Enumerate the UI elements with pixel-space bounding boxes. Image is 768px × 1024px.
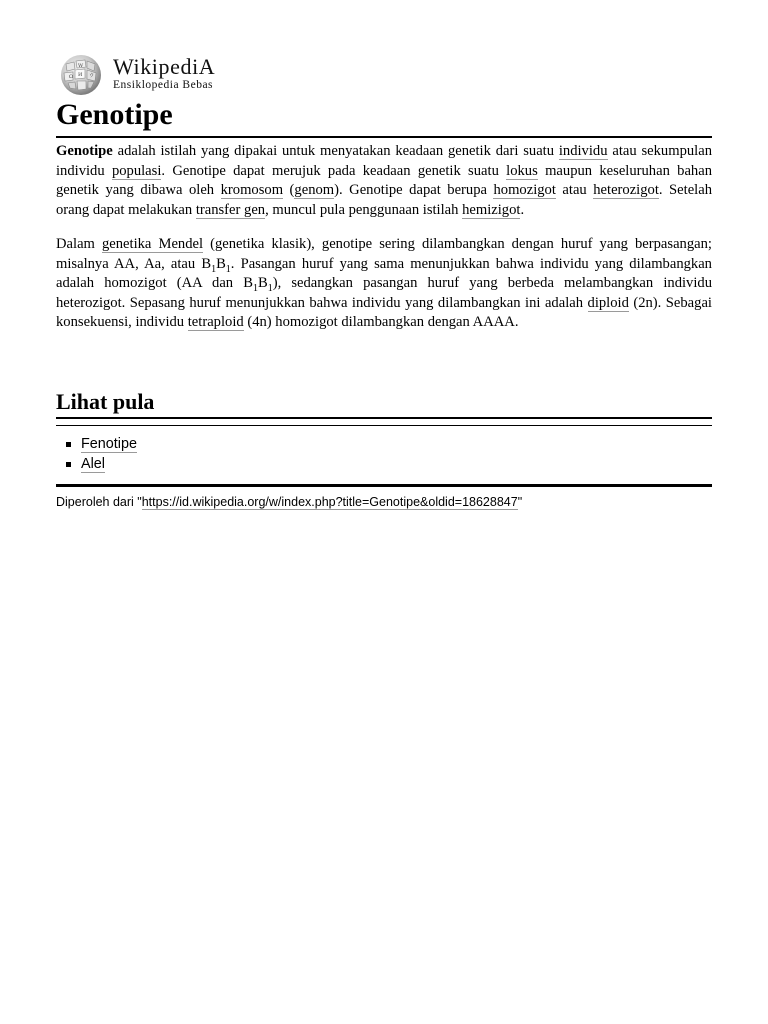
bullet-icon bbox=[66, 462, 71, 467]
svg-text:Ω: Ω bbox=[69, 74, 74, 80]
see-also-heading: Lihat pula bbox=[56, 388, 712, 419]
subscript: 1 bbox=[211, 263, 217, 275]
list-item bbox=[56, 454, 137, 474]
link-genetika-mendel[interactable]: genetika Mendel bbox=[101, 236, 204, 252]
section-divider bbox=[56, 425, 712, 426]
link-tetraploid[interactable]: tetraploid bbox=[187, 314, 244, 331]
retrieved-from-line bbox=[56, 494, 522, 510]
text-span: B bbox=[257, 275, 268, 292]
intro-paragraph bbox=[56, 142, 712, 220]
mendel-paragraph bbox=[56, 235, 712, 333]
bullet-icon bbox=[66, 442, 71, 447]
svg-text:ウ: ウ bbox=[89, 73, 95, 79]
wikipedia-globe-icon bbox=[56, 54, 104, 96]
retrieved-suffix: " bbox=[517, 495, 523, 509]
text-span: (2n). Sebagai konsekuensi, individu bbox=[56, 294, 712, 331]
text-span: maupun keseluruhan bahan genetik yang dibawa oleh bbox=[56, 162, 712, 199]
text-span: (genetika klasik), genotipe sering dilambangkan dengan huruf yang berpasangan; misalnya AA, Aa, atau B bbox=[56, 236, 712, 272]
subscript: 1 bbox=[267, 283, 273, 295]
list-item bbox=[56, 434, 137, 454]
link-heterozigot[interactable]: heterozigot bbox=[593, 182, 659, 199]
text-span: . Genotipe dapat merujuk pada keadaan genetik suatu bbox=[161, 162, 507, 179]
subscript: 1 bbox=[225, 263, 231, 275]
page-title: Genotipe bbox=[56, 96, 712, 138]
text-span: ), sedangkan pasangan huruf yang berbeda melambangkan individu heterozigot. Sepasang huruf menunjukkan bahwa individu yang dilambangkan ini adalah bbox=[56, 275, 712, 311]
text-span: ( bbox=[283, 182, 295, 199]
text-span: atau sekumpulan individu bbox=[56, 143, 712, 179]
text-span: atau bbox=[555, 182, 594, 199]
link-populasi[interactable]: populasi bbox=[111, 162, 162, 179]
svg-text:И: И bbox=[78, 72, 83, 78]
subscript: 1 bbox=[252, 283, 258, 295]
link-genom[interactable]: genom bbox=[294, 182, 335, 199]
wikipedia-logo[interactable] bbox=[56, 54, 256, 96]
bold-term: Genotipe bbox=[56, 143, 113, 159]
text-span: . Pasangan huruf yang sama menunjukkan bahwa individu yang dilambangkan adalah homozigot (AA dan B bbox=[56, 255, 712, 292]
link-transfer-gen[interactable]: transfer gen bbox=[195, 201, 266, 218]
link-individu[interactable]: individu bbox=[558, 143, 608, 159]
wikipedia-wordmark: WikipediA bbox=[113, 54, 216, 79]
footer-divider bbox=[56, 484, 712, 487]
link-homozigot[interactable]: homozigot bbox=[493, 182, 556, 199]
wikipedia-tagline: Ensiklopedia Bebas bbox=[113, 79, 214, 91]
see-also-list bbox=[56, 434, 137, 474]
text-span: , muncul pula penggunaan istilah bbox=[265, 201, 463, 218]
text-span: adalah istilah yang dipakai untuk menyatakan keadaan genetik dari suatu bbox=[112, 143, 559, 159]
retrieved-url-link[interactable]: https://id.wikipedia.org/w/index.php?title=Genotipe&oldid=18628847 bbox=[141, 495, 518, 509]
link-lokus[interactable]: lokus bbox=[506, 162, 538, 179]
text-span: (4n) homozigot dilambangkan dengan AAAA. bbox=[243, 314, 519, 331]
text-span: Dalam bbox=[56, 236, 102, 252]
link-alel[interactable]: Alel bbox=[81, 456, 105, 472]
text-span: . bbox=[520, 201, 525, 218]
text-span: . Setelah orang dapat melakukan bbox=[56, 182, 712, 218]
link-hemizigot[interactable]: hemizigot bbox=[462, 201, 521, 218]
link-kromosom[interactable]: kromosom bbox=[220, 182, 284, 199]
svg-text:W: W bbox=[78, 63, 84, 69]
retrieved-prefix: Diperoleh dari " bbox=[56, 495, 142, 509]
link-fenotipe[interactable]: Fenotipe bbox=[81, 436, 138, 452]
text-span: B bbox=[216, 255, 226, 272]
link-diploid[interactable]: diploid bbox=[587, 294, 629, 311]
text-span: ). Genotipe dapat berupa bbox=[334, 182, 494, 199]
